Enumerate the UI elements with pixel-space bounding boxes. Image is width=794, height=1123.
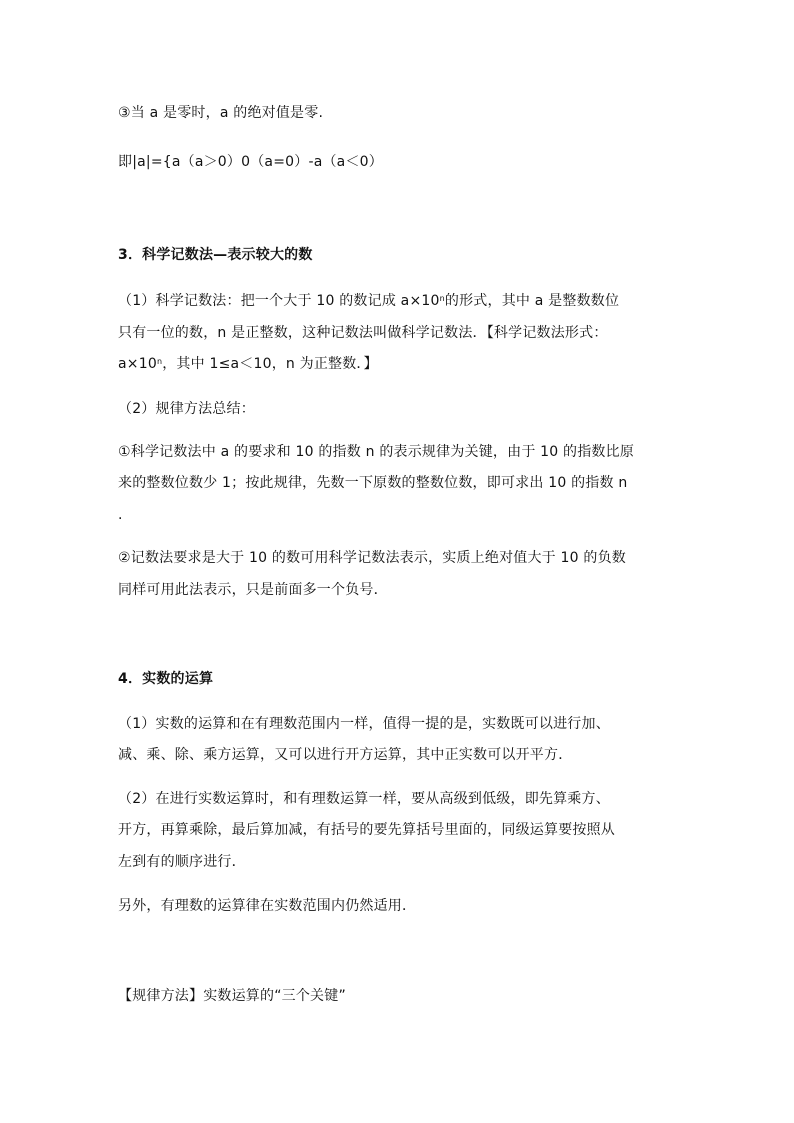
text-line: ①科学记数法中 a 的要求和 10 的指数 n 的表示规律为关键，由于 10 的指数比原 — [118, 444, 635, 460]
text-line: （1）实数的运算和在有理数范围内一样，值得一提的是，实数既可以进行加、 — [118, 716, 610, 732]
section-heading: 4．实数的运算 — [118, 671, 214, 687]
section-heading: 3．科学记数法—表示较大的数 — [118, 247, 313, 263]
text-line: （2）规律方法总结： — [118, 401, 255, 417]
text-line: 只有一位的数，n 是正整数，这种记数法叫做科学记数法．【科学记数法形式： — [118, 325, 608, 341]
superscript: n — [156, 357, 163, 366]
superscript: n — [439, 294, 445, 303]
formula-line: 即|a|={a（a＞0）0（a=0）-a（a＜0） — [118, 154, 383, 170]
text-line: 来的整数位数少 1；按此规律，先数一下原数的整数位数，即可求出 10 的指数 n — [118, 475, 628, 491]
text-line: . — [118, 507, 123, 523]
text-line: ③当 a 是零时，a 的绝对值是零. — [118, 105, 324, 121]
text-line: 减、乘、除、乘方运算，又可以进行开方运算，其中正实数可以开平方． — [118, 747, 573, 763]
text-line: （2）在进行实数运算时，和有理数运算一样，要从高级到低级，即先算乘方、 — [118, 791, 610, 807]
text-line — [118, 292, 619, 310]
text-line — [118, 355, 378, 373]
text-line: 左到有的顺序进行． — [118, 854, 246, 870]
text-line: 同样可用此法表示，只是前面多一个负号． — [118, 582, 388, 598]
text-segment: a×10 — [118, 356, 157, 372]
text-segment: 的形式，其中 a 是整数数位 — [444, 293, 620, 309]
text-line: 开方，再算乘除，最后算加减，有括号的要先算括号里面的，同级运算要按照从 — [118, 822, 615, 838]
text-line: ②记数法要求是大于 10 的数可用科学记数法表示，实质上绝对值大于 10 的负数 — [118, 550, 626, 566]
text-line: 另外，有理数的运算律在实数范围内仍然适用． — [118, 898, 417, 914]
text-segment: （1）科学记数法：把一个大于 10 的数记成 a×10 — [118, 293, 440, 309]
text-line: 【规律方法】实数运算的“三个关键” — [118, 988, 346, 1004]
text-segment: ，其中 1≤a＜10，n 为正整数．】 — [162, 356, 378, 372]
